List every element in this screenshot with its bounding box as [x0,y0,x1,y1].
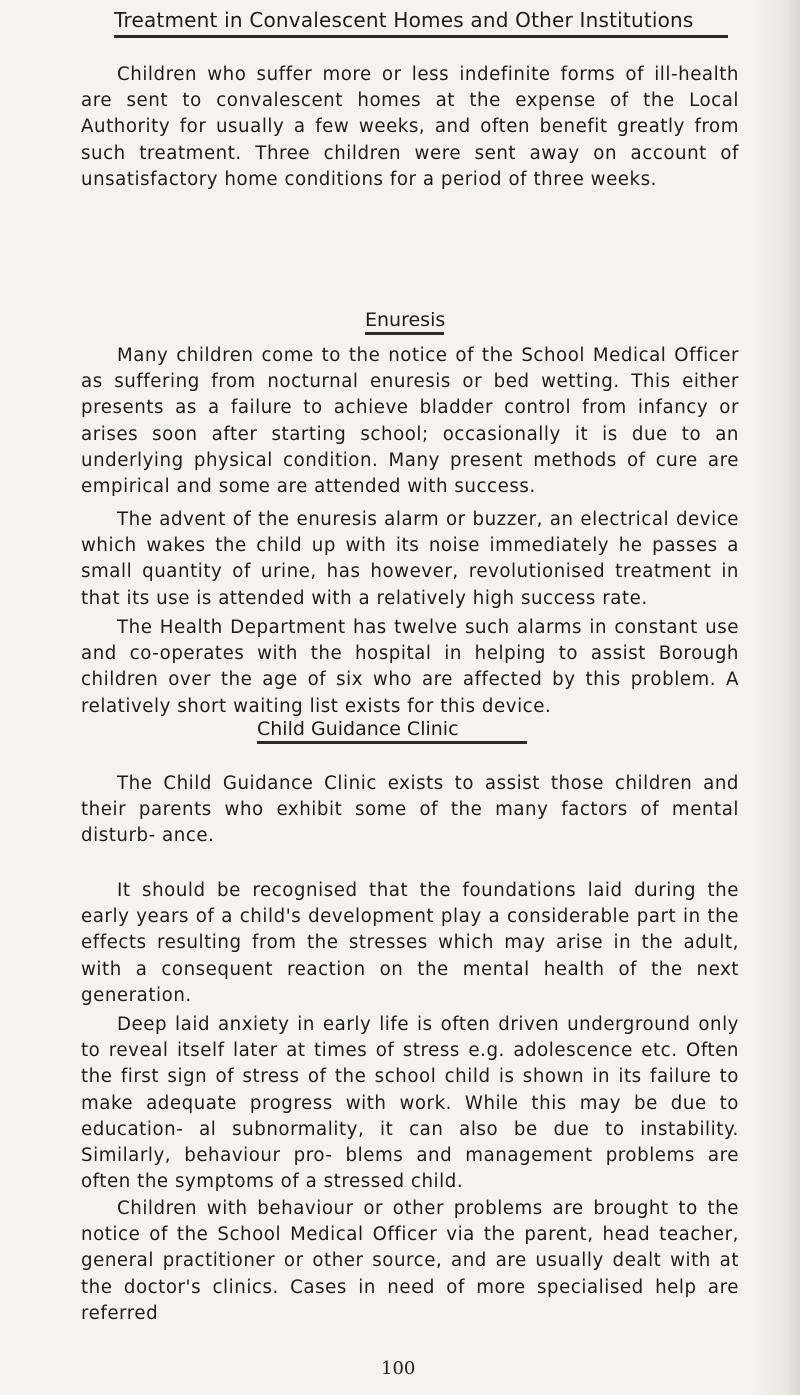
child-guidance-heading: Child Guidance Clinic [257,718,459,740]
enuresis-paragraph-3: The Health Department has twelve such alarms in constant use and co-operates with the hospital in helping to assist Borough children over the age of six who are affected by this problem. A relatively short waiting list exists for this device. [81,617,739,717]
child-guidance-paragraph-2: It should be recognised that the foundations laid during the early years of a child's development play a considerable part in the effects resulting from the stresses which may arise in the adult, with a consequent reaction on the mental health of the next generation. [81,880,739,1006]
enuresis-underline [365,332,444,335]
enuresis-paragraph-2: The advent of the enuresis alarm or buzzer, an electrical device which wakes the child up with its noise immediately he passes a small quantity of urine, has however, revolutionised treatment in that its use is attended with a relatively high success rate. [81,509,739,609]
page-title: Treatment in Convalescent Homes and Other Institutions [114,8,694,32]
child-guidance-paragraph-1: The Child Guidance Clinic exists to assist those children and their parents who exhibit some of the many factors of mental disturb- ance. [81,773,739,847]
page-edge-shadow [754,0,800,1395]
child-guidance-underline [257,741,527,744]
title-underline [114,35,728,38]
enuresis-paragraph-1: Many children come to the notice of the School Medical Officer as suffering from nocturnal enuresis or bed wetting. This either presents as a failure to achieve bladder control from infancy or arises soon after starting school; occasionally it is due to an underlying physical condition. Many present methods of cure are empirical and some are attended with success. [81,345,739,498]
page-number: 100 [381,1358,416,1379]
enuresis-heading: Enuresis [365,309,446,331]
child-guidance-paragraph-3: Deep laid anxiety in early life is often driven underground only to reveal itself later at times of stress e.g. adolescence etc. Often the first sign of stress of the school child is shown in its failure to make adequate progress with work. While this may be due to education- al subnormality, it can also be due to instability. Similarly, behaviour pro- blems and management problems are often the symptoms of a stressed child. [81,1014,739,1193]
child-guidance-paragraph-4: Children with behaviour or other problems are brought to the notice of the School Medical Officer via the parent, head teacher, general practitioner or other source, and are usually dealt with at the doctor's clinics. Cases in need of more specialised help are referred [81,1198,739,1324]
convalescent-paragraph: Children who suffer more or less indefinite forms of ill-health are sent to convalescent homes at the expense of the Local Authority for usually a few weeks, and often benefit greatly from such treatment. Three children were sent away on account of unsatisfactory home conditions for a period of three weeks. [81,64,739,190]
